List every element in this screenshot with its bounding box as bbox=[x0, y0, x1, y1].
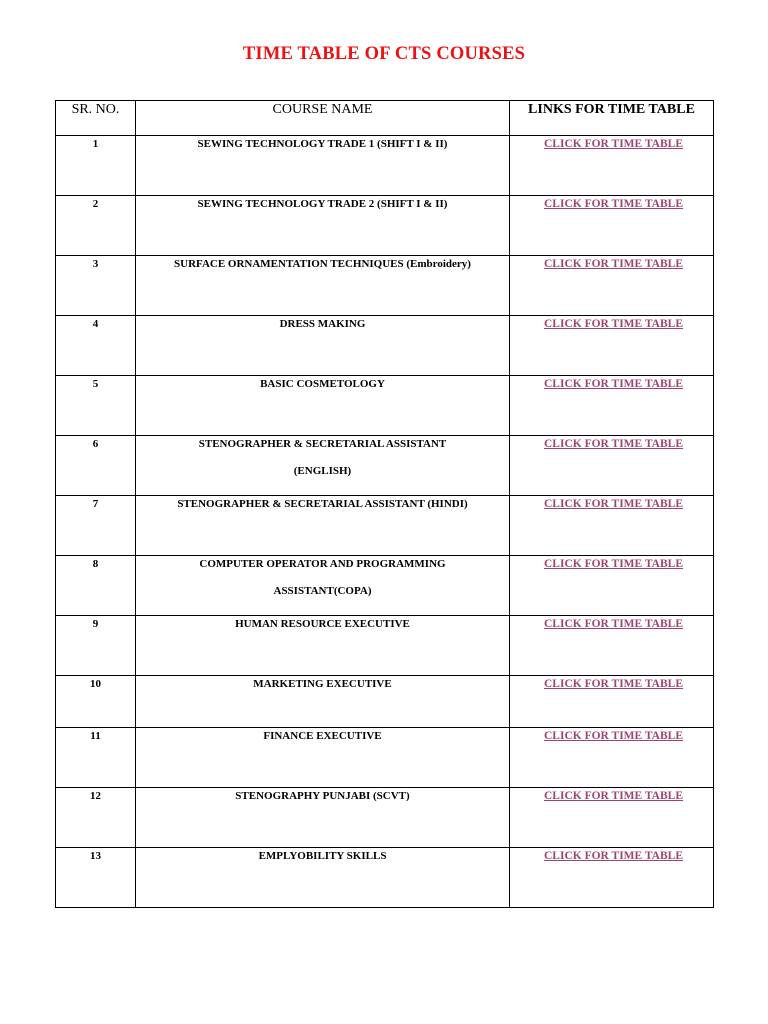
time-table-link[interactable]: CLICK FOR TIME TABLE bbox=[544, 618, 683, 630]
table-row bbox=[56, 788, 714, 848]
course-name-cell: SURFACE ORNAMENTATION TECHNIQUES (Embroidery) bbox=[136, 256, 510, 316]
table-row bbox=[56, 136, 714, 196]
time-table-link[interactable]: CLICK FOR TIME TABLE bbox=[544, 730, 683, 742]
link-cell bbox=[510, 316, 714, 376]
link-cell bbox=[510, 556, 714, 616]
link-cell bbox=[510, 136, 714, 196]
course-name-cell: DRESS MAKING bbox=[136, 316, 510, 376]
sr-no-cell: 11 bbox=[56, 728, 136, 788]
header-sr-no: SR. NO. bbox=[56, 101, 136, 136]
table-row bbox=[56, 196, 714, 256]
table-row bbox=[56, 256, 714, 316]
course-name-line: STENOGRAPHER & SECRETARIAL ASSISTANT bbox=[198, 438, 447, 450]
time-table-link[interactable]: CLICK FOR TIME TABLE bbox=[544, 138, 683, 150]
page-title: TIME TABLE OF CTS COURSES bbox=[242, 44, 526, 64]
time-table-link[interactable]: CLICK FOR TIME TABLE bbox=[544, 318, 683, 330]
link-cell bbox=[510, 436, 714, 496]
sr-no-cell: 13 bbox=[56, 848, 136, 908]
link-cell bbox=[510, 496, 714, 556]
table-row bbox=[56, 436, 714, 496]
link-cell bbox=[510, 676, 714, 728]
header-course-name: COURSE NAME bbox=[136, 101, 510, 136]
course-name-cell: FINANCE EXECUTIVE bbox=[136, 728, 510, 788]
link-cell bbox=[510, 196, 714, 256]
course-name-line: (ENGLISH) bbox=[293, 465, 352, 477]
link-cell bbox=[510, 848, 714, 908]
table-row bbox=[56, 616, 714, 676]
table-header-row bbox=[56, 101, 714, 136]
link-cell bbox=[510, 788, 714, 848]
table-row bbox=[56, 848, 714, 908]
table-row bbox=[56, 556, 714, 616]
course-name-cell: EMPLYOBILITY SKILLS bbox=[136, 848, 510, 908]
sr-no-cell: 6 bbox=[56, 436, 136, 496]
course-name-cell: BASIC COSMETOLOGY bbox=[136, 376, 510, 436]
link-cell bbox=[510, 616, 714, 676]
table-row bbox=[56, 728, 714, 788]
course-name-cell: STENOGRAPHY PUNJABI (SCVT) bbox=[136, 788, 510, 848]
timetable-table bbox=[55, 100, 714, 908]
time-table-link[interactable]: CLICK FOR TIME TABLE bbox=[544, 258, 683, 270]
header-links: LINKS FOR TIME TABLE bbox=[510, 101, 714, 136]
sr-no-cell: 9 bbox=[56, 616, 136, 676]
link-cell bbox=[510, 728, 714, 788]
course-name-cell: SEWING TECHNOLOGY TRADE 1 (SHIFT I & II) bbox=[136, 136, 510, 196]
course-name-cell bbox=[136, 436, 510, 496]
link-cell bbox=[510, 376, 714, 436]
sr-no-cell: 8 bbox=[56, 556, 136, 616]
sr-no-cell: 1 bbox=[56, 136, 136, 196]
time-table-link[interactable]: CLICK FOR TIME TABLE bbox=[544, 558, 683, 570]
course-name-line: COMPUTER OPERATOR AND PROGRAMMING bbox=[199, 558, 446, 570]
sr-no-cell: 10 bbox=[56, 676, 136, 728]
course-name-cell: STENOGRAPHER & SECRETARIAL ASSISTANT (HINDI) bbox=[136, 496, 510, 556]
table-row bbox=[56, 316, 714, 376]
table-row bbox=[56, 496, 714, 556]
sr-no-cell: 12 bbox=[56, 788, 136, 848]
table-row bbox=[56, 376, 714, 436]
course-name-cell bbox=[136, 556, 510, 616]
sr-no-cell: 7 bbox=[56, 496, 136, 556]
link-cell bbox=[510, 256, 714, 316]
sr-no-cell: 4 bbox=[56, 316, 136, 376]
sr-no-cell: 3 bbox=[56, 256, 136, 316]
course-name-cell: HUMAN RESOURCE EXECUTIVE bbox=[136, 616, 510, 676]
course-name-cell: SEWING TECHNOLOGY TRADE 2 (SHIFT I & II) bbox=[136, 196, 510, 256]
time-table-link[interactable]: CLICK FOR TIME TABLE bbox=[544, 850, 683, 862]
time-table-link[interactable]: CLICK FOR TIME TABLE bbox=[544, 498, 683, 510]
sr-no-cell: 2 bbox=[56, 196, 136, 256]
time-table-link[interactable]: CLICK FOR TIME TABLE bbox=[544, 198, 683, 210]
course-name-cell: MARKETING EXECUTIVE bbox=[136, 676, 510, 728]
course-name-line: ASSISTANT(COPA) bbox=[273, 585, 372, 597]
time-table-link[interactable]: CLICK FOR TIME TABLE bbox=[544, 438, 683, 450]
time-table-link[interactable]: CLICK FOR TIME TABLE bbox=[544, 378, 683, 390]
time-table-link[interactable]: CLICK FOR TIME TABLE bbox=[544, 790, 683, 802]
time-table-link[interactable]: CLICK FOR TIME TABLE bbox=[544, 678, 683, 690]
table-row bbox=[56, 676, 714, 728]
sr-no-cell: 5 bbox=[56, 376, 136, 436]
